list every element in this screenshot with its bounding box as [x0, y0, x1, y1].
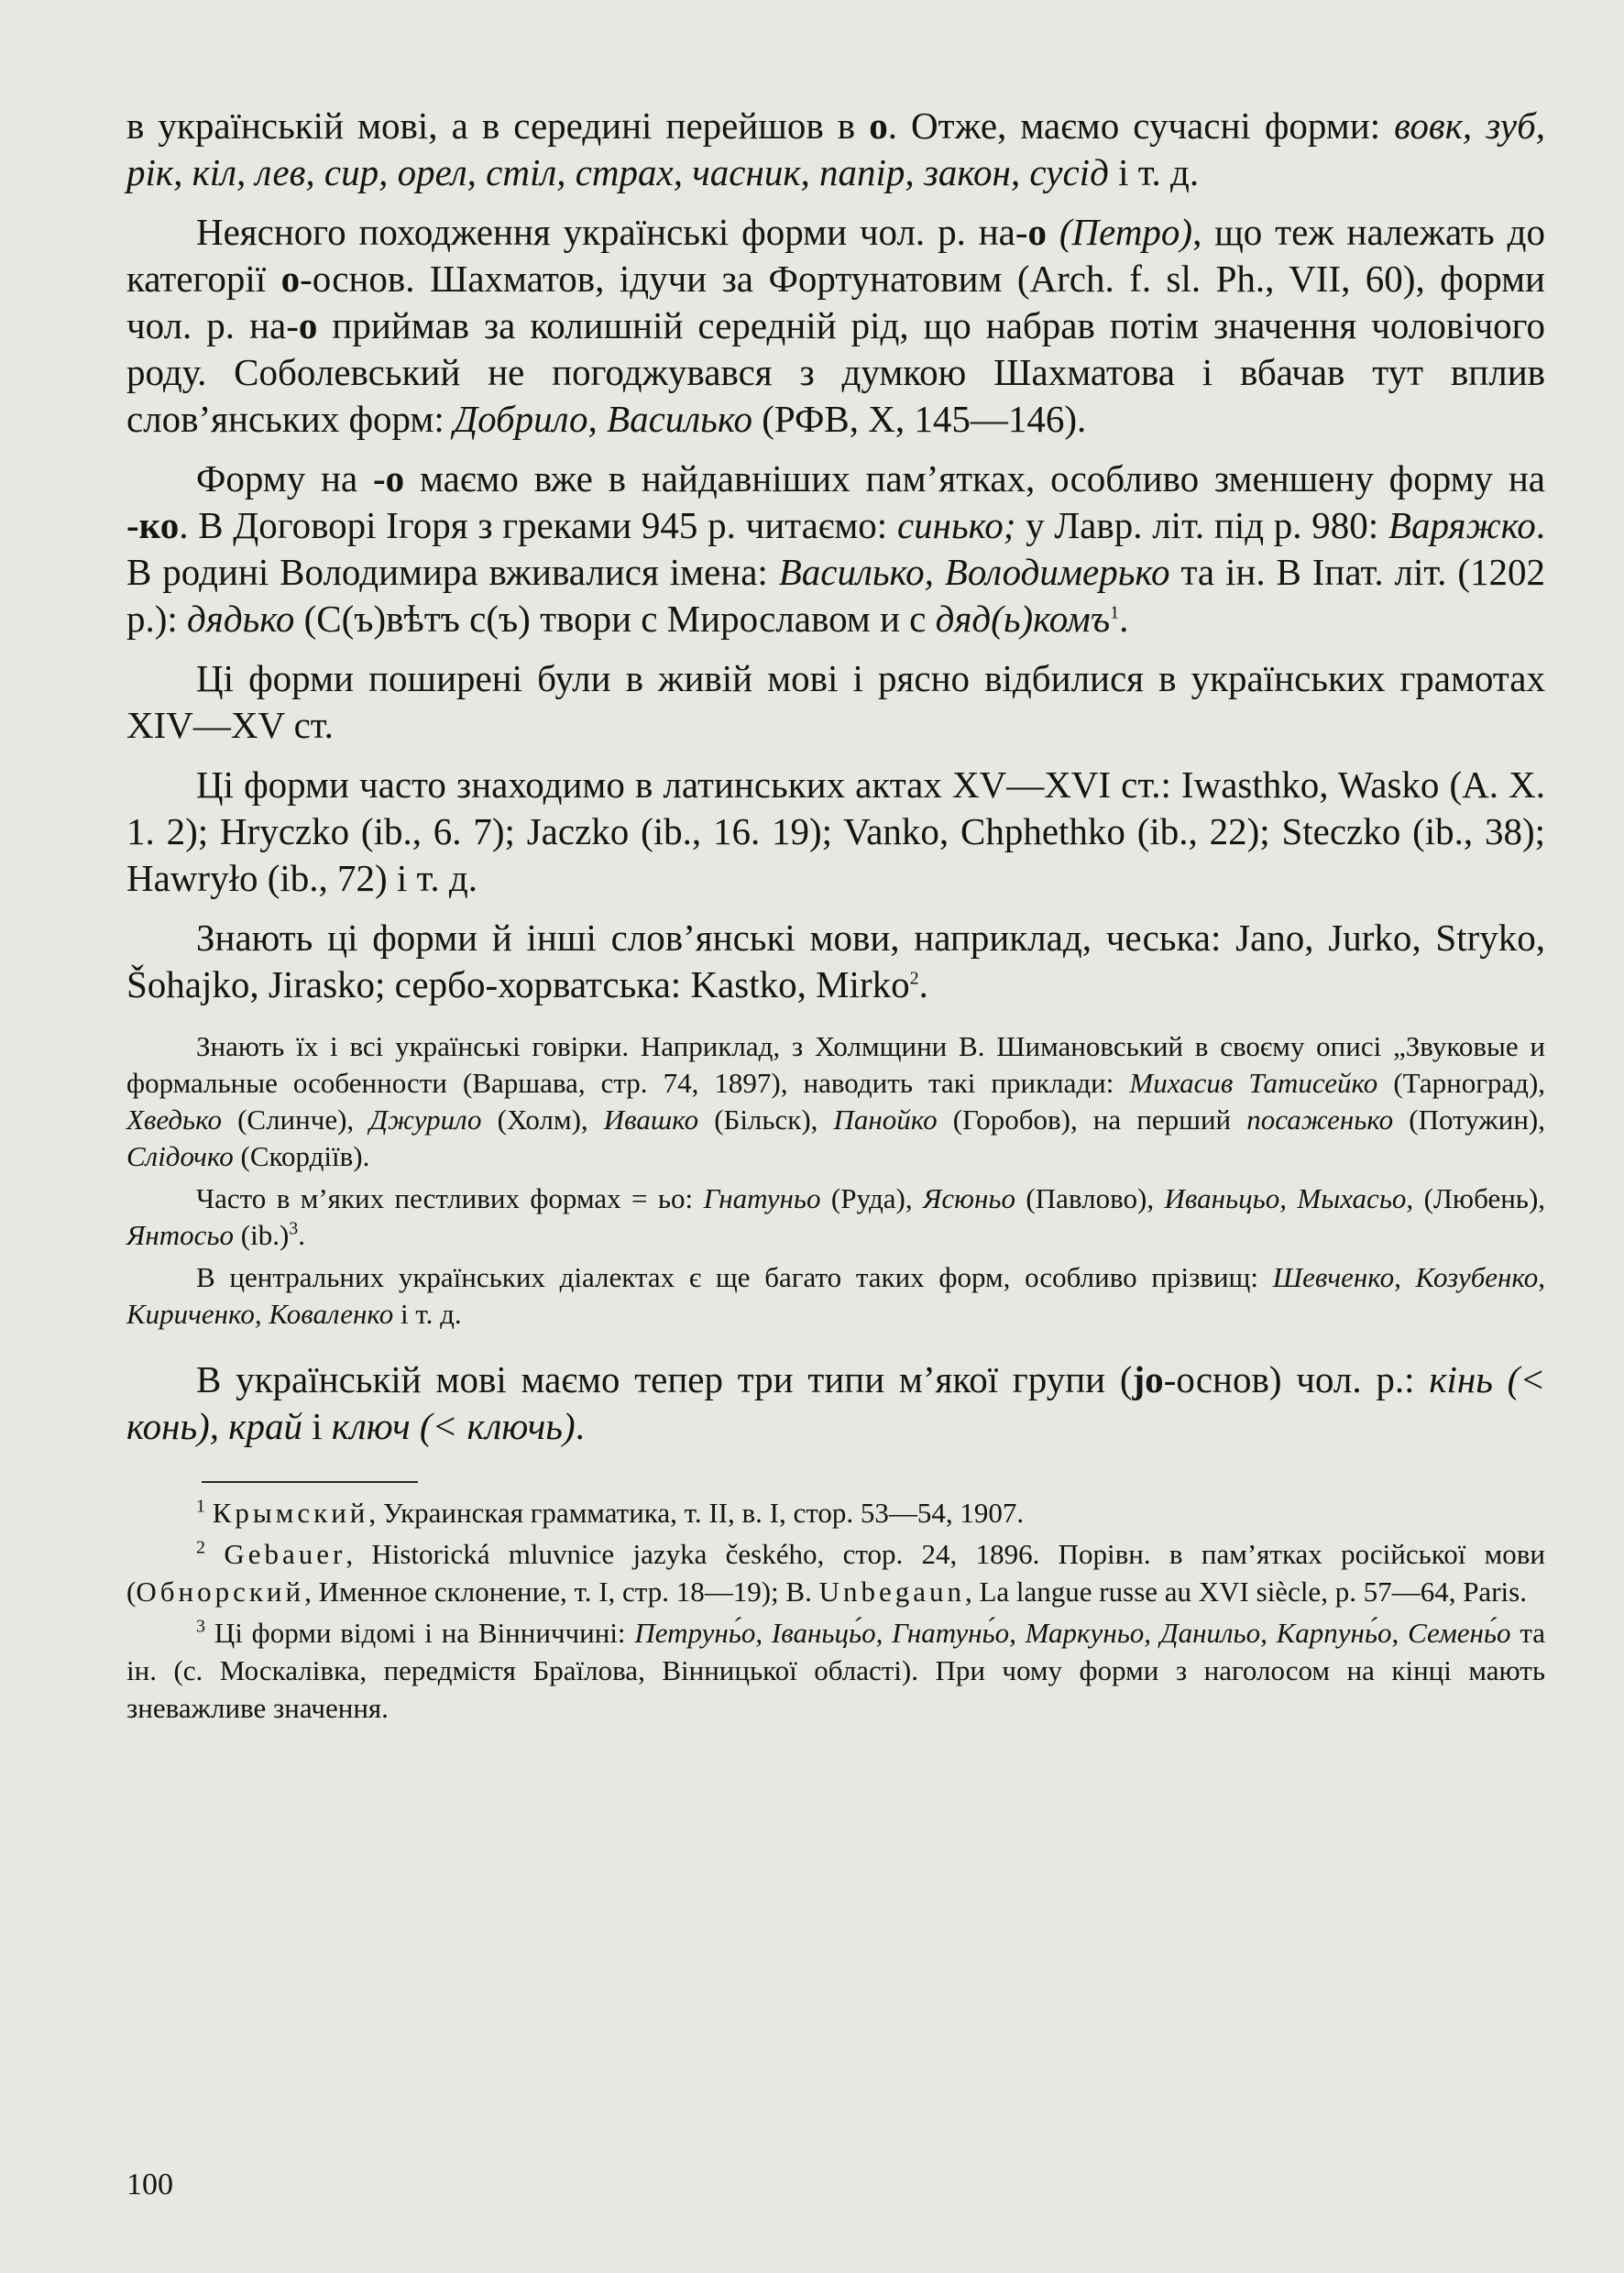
- author-name: Обнорский: [136, 1576, 305, 1608]
- text: (Більск),: [698, 1104, 834, 1136]
- text: маємо вже в найдавніших пам’ятках, особливо зменшену форму на: [404, 457, 1546, 500]
- footnote-number: 2: [196, 1537, 205, 1558]
- page-body: [126, 103, 1545, 1727]
- footnote-number: 1: [196, 1496, 205, 1517]
- text: Неясного походження українські форми чол. р. на-: [196, 211, 1028, 253]
- text: -основ) чол. р.:: [1163, 1358, 1430, 1400]
- page-number: 100: [126, 2168, 173, 2202]
- text: і: [302, 1405, 332, 1447]
- text: (ib.): [234, 1219, 290, 1251]
- small-paragraph-2: [126, 1180, 1545, 1254]
- example-forms: вовк, зуб, рік, кіл, лев, сир, орел, стіл, страх, часник, папір, закон, сусід: [126, 104, 1545, 193]
- bold-letter: о: [1027, 211, 1048, 253]
- example-form: Иваньцьо, Мыхасьо,: [1164, 1182, 1414, 1214]
- author-name: Unbegaun: [818, 1576, 965, 1608]
- example-forms: кінь (< конь), край: [126, 1358, 1546, 1447]
- example-form: синько;: [896, 504, 1016, 546]
- text: . Отже, маємо сучасні форми:: [887, 104, 1395, 147]
- text: , La langue russe au XVI siècle, p. 57—64, Paris.: [964, 1576, 1527, 1608]
- text: , що теж належать до категорії: [126, 211, 1546, 300]
- bold-suffix: jo: [1132, 1358, 1164, 1400]
- text: (Слинче),: [222, 1104, 370, 1136]
- footnote-ref: 2: [909, 968, 919, 989]
- bold-letter: о: [298, 304, 318, 346]
- text: (Руда),: [820, 1182, 924, 1214]
- footnote-ref: 3: [289, 1218, 299, 1239]
- text: (С(ъ)вѣтъ с(ъ) твори с Мирославом и с: [294, 598, 936, 640]
- footnote-number: 3: [196, 1616, 205, 1637]
- text: приймав за колишній середній рід, що набрав потім значення чоловічого роду. Соболевський не погоджувався з думкою Шахматова і вбачав тут вплив слов’янських форм:: [126, 304, 1545, 440]
- text: -основ. Шахматов, ідучи за Фортунатовим (Arch. f. sl. Ph., VII, 60), форми чол. р. на-: [126, 258, 1545, 346]
- small-paragraph-3: [126, 1259, 1545, 1333]
- author-name: Gebauer: [224, 1538, 346, 1570]
- example-form: (Петро): [1059, 211, 1193, 253]
- footnote-divider: [202, 1481, 418, 1483]
- text: в українській мові, а в середині перейшов в: [126, 104, 870, 147]
- footnote-1: [126, 1494, 1545, 1532]
- paragraph-3: [126, 456, 1545, 642]
- text: і т. д.: [1108, 151, 1200, 193]
- text: (Скордіїв).: [233, 1140, 370, 1172]
- text: (Павлово),: [1015, 1182, 1165, 1214]
- text: , Именное склонение, т. I, стр. 18—19); В.: [304, 1576, 819, 1608]
- text: та ін. В Іпат. літ. (1202 р.):: [126, 551, 1545, 640]
- text: .: [298, 1219, 306, 1251]
- footnote-ref: 1: [1110, 602, 1120, 623]
- example-form: Ивашко: [603, 1104, 699, 1136]
- text: Форму на: [196, 457, 373, 500]
- text: (Потужин),: [1393, 1104, 1545, 1136]
- text: Знають їх і всі українські говірки. Наприклад, з Холмщини В. Шимановський в своєму описі „Звуковые и формальные особенности (Варшава, стр. 74, 1897), наводить такі приклади:: [126, 1030, 1545, 1099]
- example-form: ключ (< ключь): [331, 1405, 576, 1447]
- text: [1047, 211, 1059, 253]
- text: та ін. (с. Москалівка, передмістя Браїлова, Вінницької області). При чому форми з наголосом на кінці мають зневажливе значення.: [126, 1617, 1546, 1724]
- paragraph-5: Ці форми часто знаходимо в латинських актах XV—XVI ст.: Iwasthko, Wasko (А. Х. 1. 2); Hryczko (ib., 6. 7); Jaczko (ib., 16. 19); Vanko, Chphethko (ib., 22); Steczko (ib., 38); Hawryło (ib., 72) і т. д.: [126, 763, 1545, 899]
- paragraph-2: [126, 209, 1545, 443]
- example-form: посаженько: [1246, 1104, 1394, 1136]
- example-form: дядько: [187, 598, 295, 640]
- bold-suffix: -о: [373, 457, 405, 500]
- example-form: Джурило: [369, 1104, 482, 1136]
- text: Часто в м’яких пестливих формах = ьо:: [196, 1182, 704, 1214]
- footnotes: [126, 1494, 1545, 1727]
- text: .: [918, 963, 928, 1005]
- text: Ці форми відомі і на Вінниччині:: [214, 1617, 635, 1649]
- text: . В родині Володимира вживалися імена:: [126, 504, 1545, 593]
- example-form: Хведько: [126, 1104, 222, 1136]
- example-form: Янтосьо: [126, 1219, 235, 1251]
- bold-letter: о: [869, 104, 888, 147]
- bold-letter: о: [280, 258, 301, 300]
- example-forms: Добрило, Василько: [454, 398, 752, 440]
- text: (Тарноград),: [1377, 1067, 1546, 1099]
- text: , Украинская грамматика, т. II, в. I, стор. 53—54, 1907.: [368, 1497, 1025, 1529]
- paragraph-6: [126, 915, 1545, 1008]
- paragraph-1: [126, 103, 1545, 196]
- text: .: [1119, 598, 1129, 640]
- text: (РФВ, X, 145—146).: [752, 398, 1087, 440]
- text: у Лавр. літ. під р. 980:: [1015, 504, 1388, 546]
- text: (Горобов), на перший: [937, 1104, 1247, 1136]
- text: Знають ці форми й інші слов’янські мови, наприклад, чеська: Jano, Jurko, Stryko, Šohajko, Jirasko; сербо-хорватська: Kastko, Mirko: [126, 917, 1545, 1005]
- example-form: дяд(ь)комъ: [935, 598, 1111, 640]
- example-form: Слідочко: [126, 1140, 234, 1172]
- example-form: Панойко: [833, 1104, 938, 1136]
- paragraph-4: Ці форми поширені були в живій мові і рясно відбилися в українських грамотах XIV—XV ст.: [126, 657, 1545, 746]
- example-forms: Петрунь́о, Іваньць́о, Гнатунь́о, Маркуньо, Данильо, Карпунь́о, Семень́о: [634, 1617, 1511, 1649]
- example-forms: Шевченко, Козубенко, Кириченко, Коваленко: [126, 1261, 1545, 1330]
- example-form: Варяжко: [1388, 504, 1536, 546]
- text: В центральних українських діалектах є ще багато таких форм, особливо прізвищ:: [196, 1261, 1273, 1293]
- text: , Historická mluvnice jazyka českého, стор. 24, 1896. Порівн. в пам’ятках російської мови (: [126, 1538, 1545, 1608]
- example-form: Гнатуньо: [703, 1182, 821, 1214]
- example-forms: Василько, Володимерько: [778, 551, 1170, 593]
- example-form: Ясюньо: [923, 1182, 1016, 1214]
- text: і т. д.: [393, 1298, 462, 1330]
- example-form: Михасив Татисейко: [1129, 1067, 1378, 1099]
- text: В українській мові маємо тепер три типи м’якої групи (: [196, 1358, 1133, 1400]
- paragraph-7: [126, 1356, 1545, 1450]
- bold-suffix: -ко: [126, 504, 180, 546]
- small-paragraph-1: [126, 1028, 1545, 1175]
- text: . В Договорі Ігоря з греками 945 р. читаємо:: [179, 504, 897, 546]
- footnote-3: [126, 1614, 1545, 1727]
- text: (Любень),: [1413, 1182, 1546, 1214]
- text: .: [575, 1405, 585, 1447]
- text: (Холм),: [481, 1104, 604, 1136]
- footnote-2: [126, 1535, 1545, 1610]
- author-name: Крымский: [212, 1497, 369, 1529]
